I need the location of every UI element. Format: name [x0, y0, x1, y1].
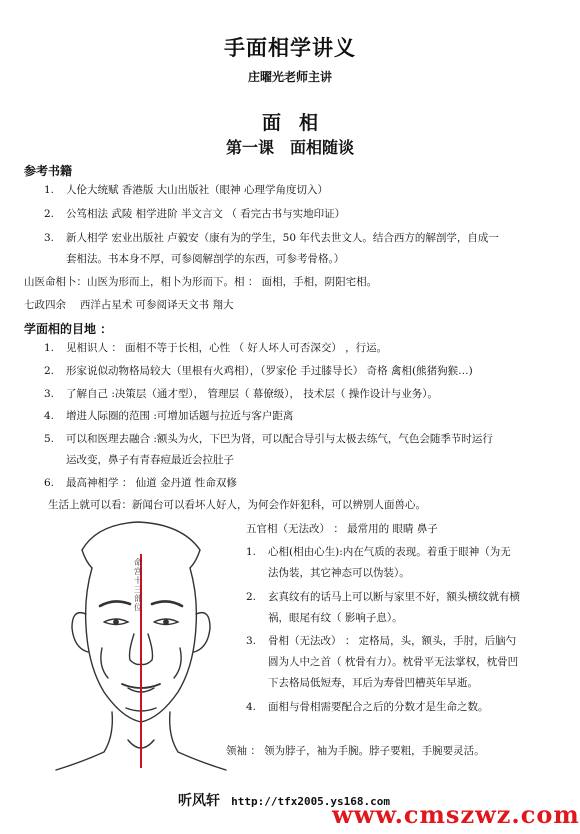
item-number: 4. [44, 410, 55, 422]
item-number: 3. [44, 388, 55, 400]
item-text: 了解自己 :决策层（通才型）， 管理层（ 幕僚级）， 技术层（ 操作设计与业务）。 [66, 388, 438, 400]
item-text: 可以和医理去融合 :额头为火，下巴为肾，可以配合导引与太极去练气，气色会随季节时运行 [66, 433, 493, 445]
purpose-item [44, 473, 574, 494]
neck-right [170, 712, 226, 770]
item-number: 2. [44, 365, 55, 377]
hair-outline [190, 550, 200, 568]
five-organs-item [246, 587, 566, 629]
five-organs-item [246, 697, 566, 718]
item-text-continued: 祸，眼尾有纹（ 影响子息）。 [268, 612, 403, 624]
item-text: 最高神相学 ： 仙道 金丹道 性命双修 [66, 477, 237, 489]
left-pupil [114, 620, 118, 624]
footer-site-name: 听风轩 [178, 793, 220, 809]
item-text-continued: 套相法。书本身不厚，可参阅解剖学的东西，可参考骨格。） [66, 253, 345, 265]
item-text: 新人相学 宏业出版社 卢毅安（康有为的学生，50 年代去世文人。结合西方的解剖学，自成一 [66, 232, 499, 244]
item-number: 5. [44, 433, 55, 445]
neck-left [56, 712, 112, 770]
item-number: 3. [246, 635, 257, 647]
right-eyebrow [152, 601, 182, 606]
references-heading: 参考书籍 [24, 164, 73, 178]
reference-item [44, 228, 574, 270]
item-number: 2. [44, 208, 55, 220]
watermark-text: www.cmszwz.com [332, 800, 580, 829]
item-text: 增进人际圈的范围 :可增加话题与拉近与客户距离 [66, 410, 294, 422]
right-cheek-line [174, 648, 181, 678]
item-number: 1. [44, 342, 55, 354]
reference-note: 山医命相卜：山医为形而上，相卜为形而下。相 ： 面相，手相，阴阳宅相。 [24, 276, 378, 288]
item-text: 公笃相法 武陵 相学进阶 半文言文 （ 看完古书与实地印证） [66, 208, 346, 220]
purpose-item [44, 406, 574, 427]
left-cheek-line [101, 648, 108, 678]
five-organs-item [246, 542, 566, 584]
lecturer-line: 庄曜光老师主讲 [247, 70, 332, 84]
item-text-continued: 圆为人中之首（ 枕骨有力）。枕骨平无法掌权，枕骨凹 [268, 656, 519, 668]
item-number: 4. [246, 701, 257, 713]
item-number: 6. [44, 477, 55, 489]
item-text: 面相与骨相需要配合之后的分数才是生命之数。 [268, 701, 489, 713]
footer-url[interactable]: http://tfx2005.ys168.com [231, 795, 391, 808]
left-eyebrow [100, 601, 130, 606]
item-text-continued: 运改变，鼻子有青春痘最近会拉肚子 [66, 454, 234, 466]
item-text: 骨相（无法改） ： 定格局，头，额头，手肘，后脑勺 [268, 635, 517, 647]
face-illustration [42, 516, 240, 776]
section-title: 面相 [261, 112, 336, 134]
item-number: 1. [246, 546, 257, 558]
item-number: 1. [44, 184, 55, 196]
vertical-label: 命宫十三部位 [134, 558, 142, 612]
right-pupil [164, 620, 168, 624]
purpose-item [44, 361, 574, 382]
item-text: 见相识人 ： 面相不等于长相，心性 （ 好人坏人可否深交） ，行运。 [66, 342, 388, 354]
item-number: 3. [44, 232, 55, 244]
item-text-continued: 法伪装，其它神态可以伪装）。 [268, 567, 410, 579]
five-organs-heading: 五官相（无法改） ： 最常用的 眼睛 鼻子 [246, 523, 438, 535]
neck-note: 领袖 ： 领为脖子，袖为手腕。脖子要粗，手腕要灵活。 [226, 745, 485, 757]
lesson-title: 第一课 面相随谈 [225, 138, 354, 157]
item-text: 玄真纹有的话马上可以断与家里不好，额头横纹就有横 [268, 591, 520, 603]
purpose-heading: 学面相的目地 ： [24, 322, 113, 336]
item-text: 形家说似动物格局较大（里根有火鸡相），（罗家伦 手过膝导长） 奇格 禽相(熊猪狗猴…) [66, 365, 473, 377]
item-text: 人伦大统赋 香港版 大山出版社（眼神 心理学角度切入） [66, 184, 329, 196]
item-text-continued: 下去格局低短寿，耳后为寿骨凹槽英年早逝。 [268, 677, 478, 689]
hair-outline [82, 550, 92, 568]
reference-item [44, 180, 564, 201]
face-drawing [42, 516, 240, 776]
purpose-item [44, 384, 574, 405]
document-title: 手面相学讲义 [224, 36, 356, 60]
reference-note: 七政四余 西洋占星术 可参阅译天文书 翔大 [24, 299, 234, 311]
hair-outline [82, 522, 200, 550]
purpose-item [44, 429, 574, 471]
reference-item [44, 204, 564, 225]
item-number: 2. [246, 591, 257, 603]
purpose-item [44, 338, 574, 359]
item-text: 心相(相由心生):内在气质的表现。着重于眼神（为无 [268, 546, 511, 558]
life-note: 生活上就可以看：新闻台可以看坏人好人，为何会作奸犯科，可以辨别人面兽心。 [48, 499, 426, 511]
five-organs-item [246, 631, 566, 694]
